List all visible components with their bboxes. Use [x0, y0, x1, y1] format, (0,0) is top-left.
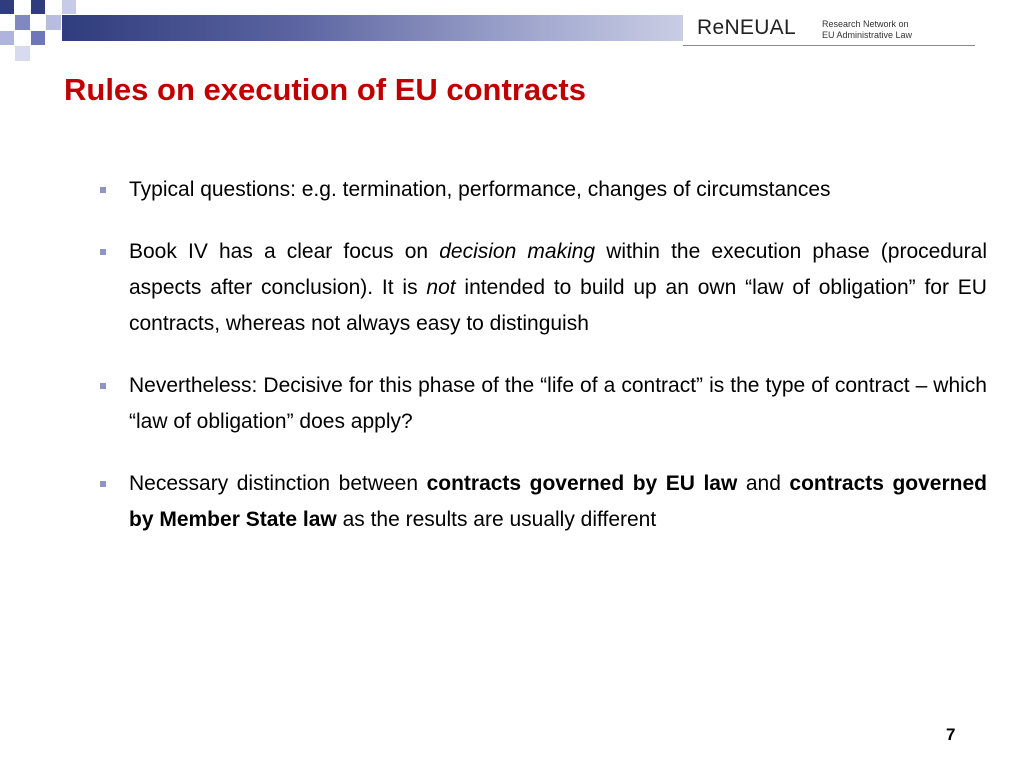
logo-subtitle-line-1: Research Network on: [822, 19, 909, 29]
logo-subtitle-line-2: EU Administrative Law: [822, 30, 913, 40]
bullet-text: intended to build up an own “law of obligation” for EU contracts, whereas not always easy to distinguish: [129, 276, 987, 335]
bullet-text-bold: contracts governed by Member State law: [129, 472, 987, 531]
logo-name: ReNEUAL: [697, 16, 796, 39]
bullet-item: [98, 234, 987, 342]
bullet-text-italic: decision making: [439, 240, 596, 263]
decor-square: [62, 0, 76, 14]
bullet-marker-icon: [100, 383, 106, 389]
bullet-item: [98, 466, 987, 538]
logo-subtitle: [822, 19, 912, 41]
bullet-item: [98, 368, 987, 440]
bullet-text: and: [737, 472, 790, 495]
bullet-text-bold: contracts governed by EU law: [426, 472, 738, 495]
bullet-list: [98, 172, 987, 564]
decor-square: [15, 46, 30, 61]
bullet-text: within the execution phase (procedural aspects after conclusion). It is: [129, 240, 987, 299]
bullet-item: [98, 172, 987, 208]
decor-square: [31, 31, 45, 45]
bullet-text: Nevertheless: Decisive for this phase of the “life of a contract” is the type of contract – which “law of obligation” does apply?: [129, 374, 987, 433]
bullet-text: as the results are usually different: [336, 508, 657, 531]
logo-underline: [683, 45, 975, 46]
bullet-text-italic: not: [426, 276, 456, 299]
slide-title: Rules on execution of EU contracts: [64, 72, 586, 107]
bullet-text: Book IV has a clear focus on: [129, 240, 440, 263]
decor-square: [31, 0, 45, 14]
bullet-marker-icon: [100, 187, 106, 193]
decor-square: [15, 15, 30, 30]
page-number: 7: [946, 725, 956, 744]
bullet-marker-icon: [100, 249, 106, 255]
decor-square: [0, 31, 14, 45]
decor-square: [46, 15, 61, 30]
bullet-text: Necessary distinction between: [129, 472, 427, 495]
decor-square: [0, 0, 14, 14]
bullet-text: Typical questions: e.g. termination, performance, changes of circumstances: [129, 178, 831, 201]
bullet-marker-icon: [100, 481, 106, 487]
